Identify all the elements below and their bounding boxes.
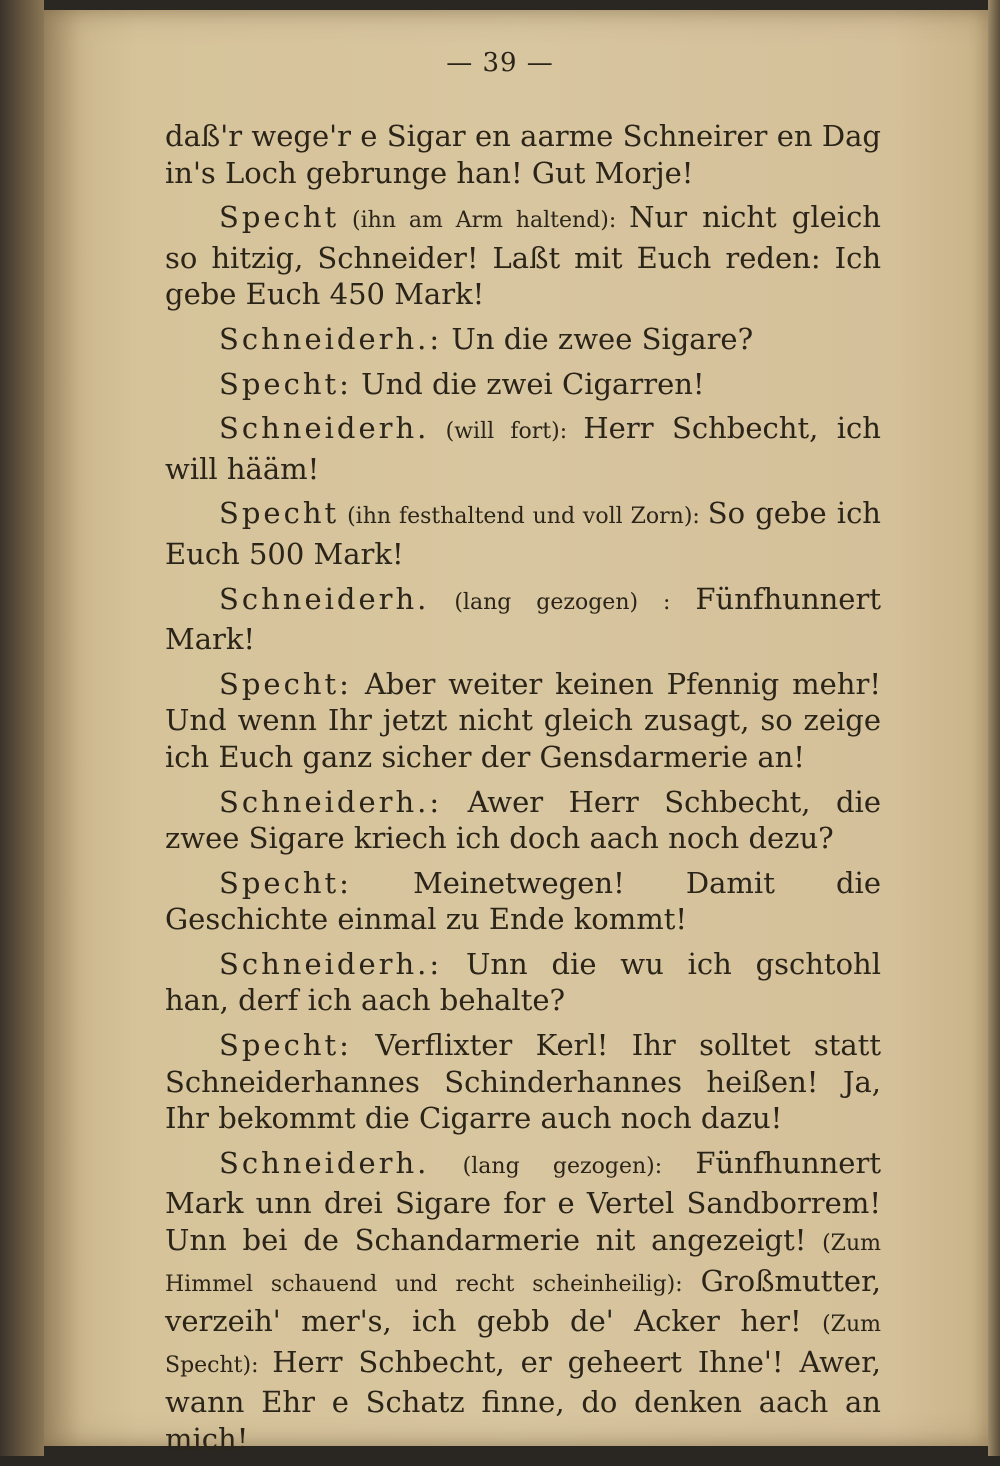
- speaker-name: Specht:: [219, 1028, 352, 1063]
- stage-direction: (ihn festhaltend und voll Zorn):: [339, 504, 708, 530]
- dialogue-text: Nur nicht gleich so hitzig, Schneider! Laßt mit Euch reden: Ich gebe Euch 450 Mark!: [165, 200, 881, 312]
- speaker-name: Schneiderh.: [219, 581, 430, 616]
- dialogue-paragraph: [165, 495, 881, 572]
- dialogue-paragraph: [165, 366, 881, 403]
- dialogue-paragraph: [165, 321, 881, 358]
- stage-direction: (Zum Himmel schauend und recht scheinheilig):: [165, 1231, 881, 1297]
- dialogue-text: Verflixter Kerl! Ihr solltet statt Schneiderhannes Schinderhannes heißen! Ja, Ihr bekommt die Cigarre auch noch dazu!: [165, 1028, 881, 1136]
- stage-direction: (Zum Specht):: [165, 1312, 881, 1378]
- speaker-name: Specht: [219, 496, 340, 531]
- dialogue-text: Awer Herr Schbecht, die zwee Sigare kriech ich doch aach noch dezu?: [165, 784, 881, 856]
- dialogue-text: Und die zwei Cigarren!: [351, 366, 705, 401]
- dialogue-text: Unn die wu ich gschtohl han, derf ich aach behalte?: [165, 946, 881, 1018]
- dialogue-text: Un die zwee Sigare?: [442, 321, 754, 356]
- dialogue-text: Meinetwegen! Damit die Geschichte einmal zu Ende kommt!: [165, 865, 881, 937]
- dialogue-paragraph: [165, 865, 881, 938]
- dialogue-paragraph: [165, 946, 881, 1019]
- dialogue-paragraph: [165, 410, 881, 487]
- speaker-name: Schneiderh.:: [219, 784, 443, 819]
- dialogue-text: Fünfhunnert Mark!: [165, 581, 881, 657]
- speaker-name: Schneiderh.: [219, 411, 430, 446]
- stage-direction: (lang gezogen):: [429, 1153, 696, 1179]
- speaker-name: Specht:: [219, 666, 352, 701]
- speaker-name: Schneiderh.:: [219, 946, 443, 981]
- dialogue-text: So gebe ich Euch 500 Mark!: [165, 496, 881, 571]
- speaker-name: Schneiderh.:: [219, 321, 443, 356]
- speaker-name: Specht:: [219, 865, 352, 900]
- dialogue-paragraph: [165, 199, 881, 313]
- speaker-name: Specht:: [219, 366, 352, 401]
- dialogue-paragraph: [165, 581, 881, 658]
- dialogue-text: Großmutter, verzeih' mer's, ich gebb de' Acker her!: [165, 1263, 881, 1339]
- dialogue-paragraph: [165, 1145, 881, 1458]
- stage-direction: (ihn am Arm haltend):: [339, 208, 630, 234]
- book-gutter: [0, 0, 44, 1456]
- page-text: [165, 118, 881, 1466]
- dialogue-text: Aber weiter keinen Pfennig mehr! Und wenn Ihr jetzt nicht gleich zusagt, so zeige ich Euch ganz sicher der Gensdarmerie an!: [165, 666, 881, 774]
- page-number: — 39 —: [446, 48, 554, 78]
- page-edge: [988, 0, 1000, 1456]
- dialogue-paragraph: [165, 666, 881, 776]
- dialogue-text: daß'r wege'r e Sigar en aarme Schneirer en Dag in's Loch gebrunge han! Gut Morje!: [165, 119, 881, 190]
- continuation-paragraph: [165, 118, 881, 191]
- speaker-name: Schneiderh.: [219, 1145, 430, 1180]
- stage-direction: (will fort):: [429, 419, 584, 445]
- dialogue-text: Fünfhunnert Mark unn drei Sigare for e Vertel Sandborrem! Unn bei de Schandarmerie nit angezeigt!: [165, 1145, 881, 1258]
- dialogue-paragraph: [165, 1027, 881, 1137]
- speaker-name: Specht: [219, 200, 340, 235]
- stage-direction: (lang gezogen) :: [429, 589, 696, 615]
- dialogue-text: Herr Schbecht, ich will hääm!: [165, 411, 881, 486]
- dialogue-paragraph: [165, 784, 881, 857]
- dialogue-text: Herr Schbecht, er geheert Ihne'! Awer, wann Ehr e Schatz finne, do denken aach an mich!: [165, 1344, 881, 1456]
